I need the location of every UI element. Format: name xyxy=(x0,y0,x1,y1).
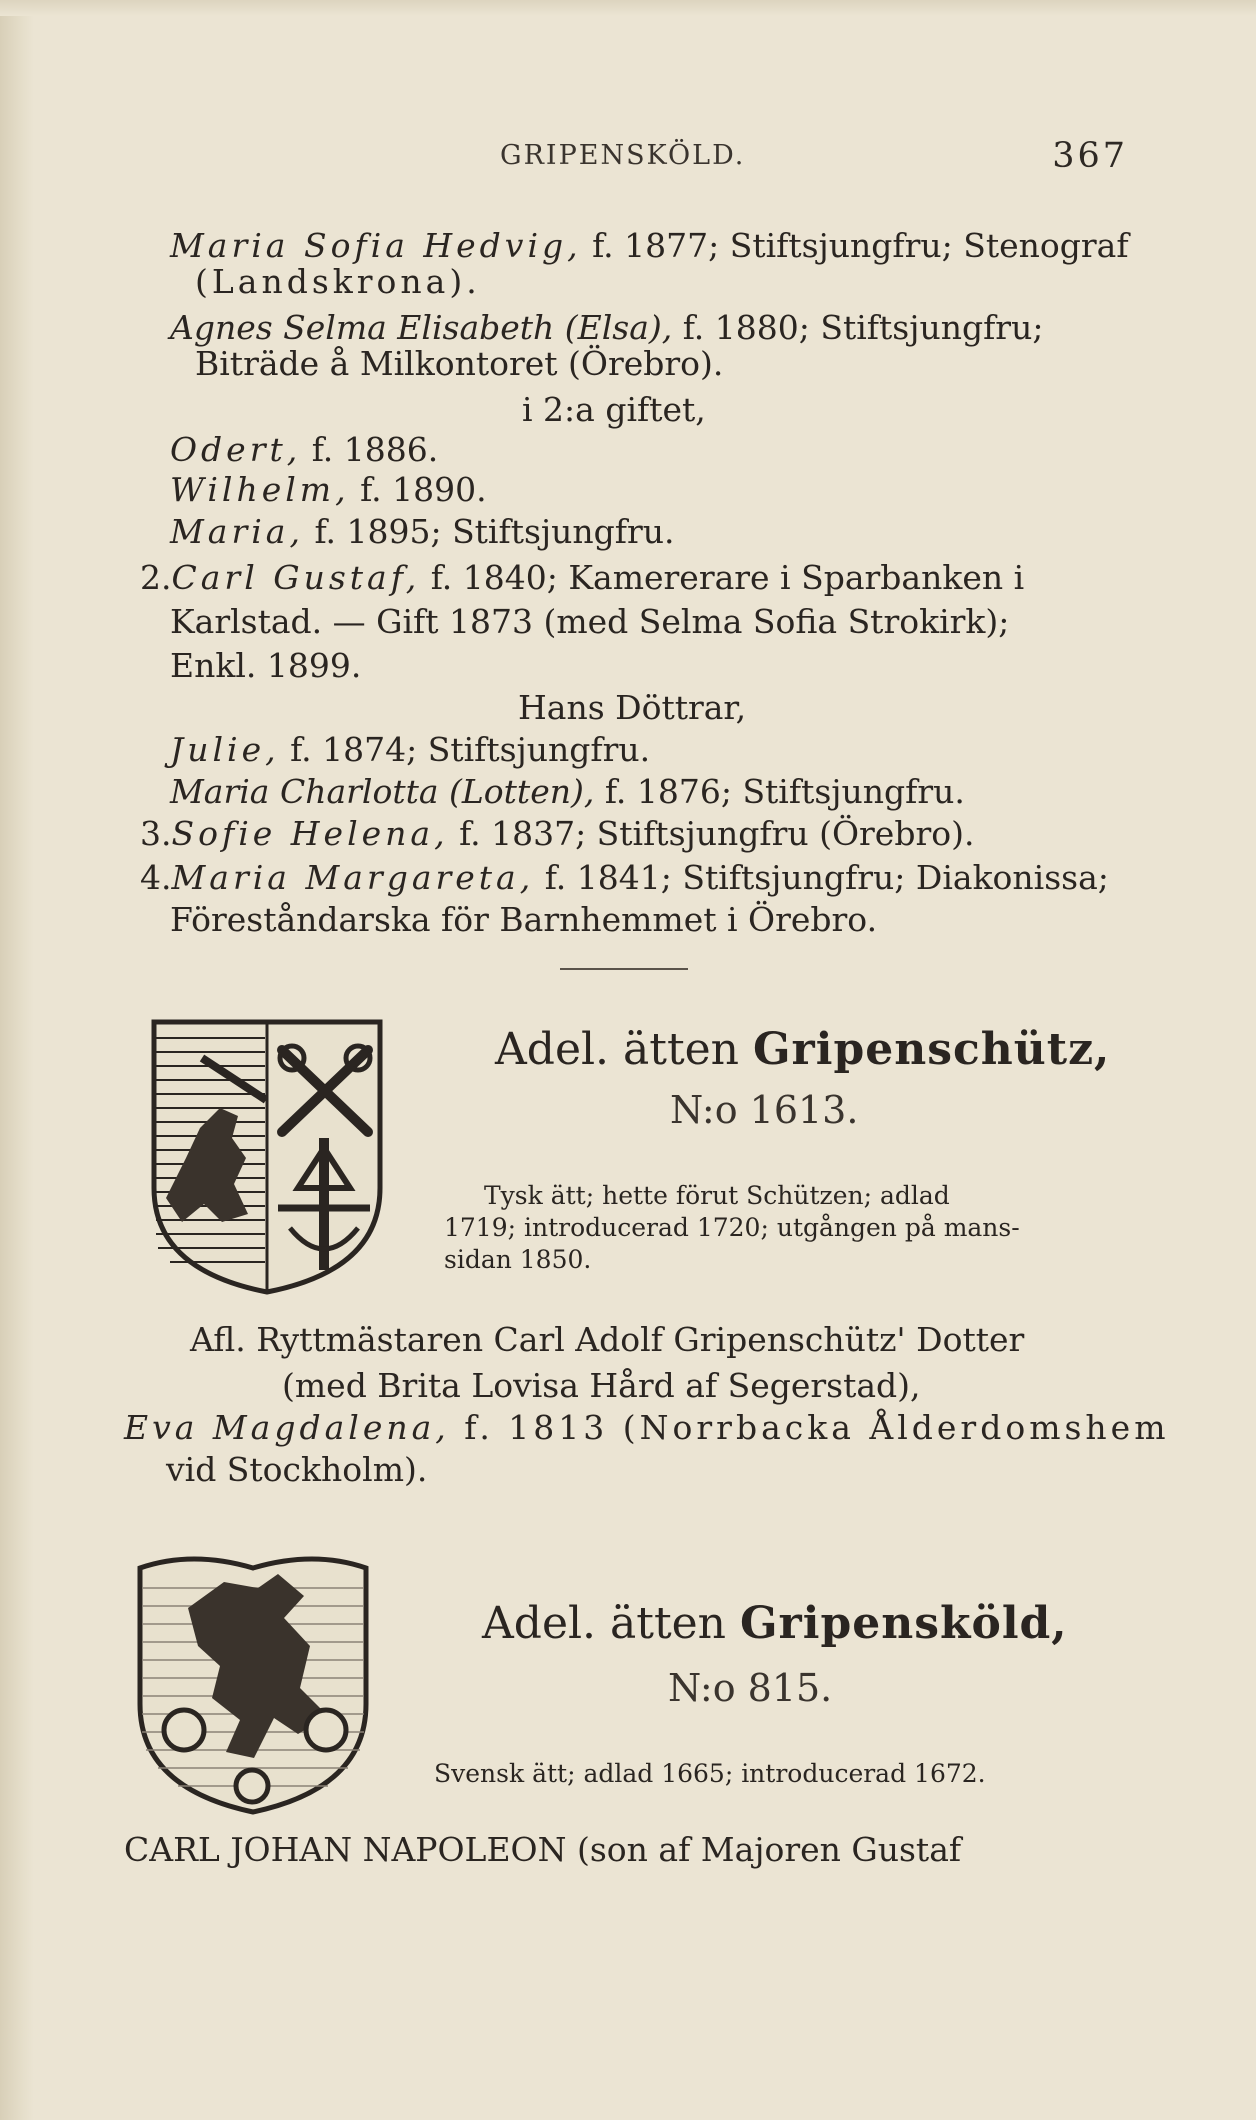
text-line xyxy=(140,860,1109,896)
text-line: (med Brita Lovisa Hård af Segerstad), xyxy=(282,1366,921,1405)
family-name: Gripensköld, xyxy=(739,1598,1068,1649)
description-line: Tysk ätt; hette förut Schützen; adlad xyxy=(484,1181,950,1210)
text-line: Biträde å Milkontoret (Örebro). xyxy=(195,344,724,383)
text-line xyxy=(124,1410,1170,1446)
text-line xyxy=(140,816,974,852)
running-head: GRIPENSKÖLD. xyxy=(500,140,746,171)
title-prefix: Adel. ätten xyxy=(482,1598,740,1649)
entry-number: 4. xyxy=(140,858,172,897)
text-line: Enkl. 1899. xyxy=(170,646,362,685)
entry-number: 2. xyxy=(140,558,172,597)
entry-detail: f. 1880; Stiftsjungfru; xyxy=(672,308,1044,347)
text-line xyxy=(170,472,487,508)
entry-detail: f. 1874; Stiftsjungfru. xyxy=(279,730,651,769)
page-top-edge xyxy=(0,0,1256,16)
text-line xyxy=(170,310,1043,346)
person-name: Agnes Selma Elisabeth (Elsa), xyxy=(170,308,673,347)
text-line: CARL JOHAN NAPOLEON (son af Majoren Gustaf xyxy=(124,1830,962,1869)
coat-of-arms-gripenschutz-icon xyxy=(142,1008,392,1298)
family-name: Gripenschütz, xyxy=(752,1024,1111,1075)
description-line: Svensk ätt; adlad 1665; introducerad 1672. xyxy=(434,1759,986,1788)
text-line xyxy=(170,774,965,810)
section-divider xyxy=(560,968,688,970)
person-name: Maria Sofia Hedvig, xyxy=(170,226,582,265)
page-header xyxy=(170,136,1128,180)
entry-number: 3. xyxy=(140,814,172,853)
section-title xyxy=(482,1598,1068,1649)
entry-detail: f. 1895; Stiftsjungfru. xyxy=(303,512,675,551)
person-name: Maria Charlotta (Lotten), xyxy=(170,772,595,811)
subheading: Hans Döttrar, xyxy=(518,688,747,727)
text-line xyxy=(140,560,1024,596)
entry-detail: f. 1876; Stiftsjungfru. xyxy=(594,772,965,811)
description-line: 1719; introducerad 1720; utgången på mans- xyxy=(444,1213,1020,1242)
entry-detail: f. 1890. xyxy=(349,470,487,509)
section-title xyxy=(495,1024,1110,1075)
person-name: Maria Margareta, xyxy=(171,858,535,897)
family-number: N:o 815. xyxy=(668,1666,833,1710)
person-name: Odert, xyxy=(170,430,302,469)
family-number: N:o 1613. xyxy=(670,1088,859,1132)
entry-detail: f. 1886. xyxy=(301,430,439,469)
entry-detail: f. 1837; Stiftsjungfru (Örebro). xyxy=(448,814,975,853)
text-line: Föreståndarska för Barnhemmet i Örebro. xyxy=(170,900,878,939)
entry-detail: f. 1877; Stiftsjungfru; Stenograf xyxy=(581,226,1129,265)
text-line xyxy=(170,514,675,550)
coat-of-arms-gripenskold-icon xyxy=(128,1548,378,1818)
text-line xyxy=(170,228,1129,264)
description-line: sidan 1850. xyxy=(444,1245,592,1274)
title-prefix: Adel. ätten xyxy=(495,1024,753,1075)
text-line: (Landskrona). xyxy=(195,262,481,301)
person-name: Maria, xyxy=(170,512,304,551)
page-number: 367 xyxy=(1052,136,1128,176)
subheading: i 2:a giftet, xyxy=(522,390,706,429)
entry-detail: f. 1840; Kamererare i Sparbanken i xyxy=(420,558,1025,597)
entry-detail: f. 1813 (Norrbacka Ålderdomshem xyxy=(449,1408,1170,1447)
person-name: Wilhelm, xyxy=(170,470,350,509)
text-line: Afl. Ryttmästaren Carl Adolf Gripenschütz' Dotter xyxy=(190,1320,1025,1359)
text-line: Karlstad. — Gift 1873 (med Selma Sofia Strokirk); xyxy=(170,602,1010,641)
entry-detail: f. 1841; Stiftsjungfru; Diakonissa; xyxy=(534,858,1109,897)
text-line: vid Stockholm). xyxy=(166,1450,428,1489)
book-spine-shadow xyxy=(0,0,34,2120)
text-line xyxy=(170,732,650,768)
person-name: Julie, xyxy=(170,730,280,769)
person-name: Carl Gustaf, xyxy=(171,558,421,597)
person-name: Sofie Helena, xyxy=(171,814,449,853)
person-name: Eva Magdalena, xyxy=(124,1408,450,1447)
text-line xyxy=(170,432,438,468)
